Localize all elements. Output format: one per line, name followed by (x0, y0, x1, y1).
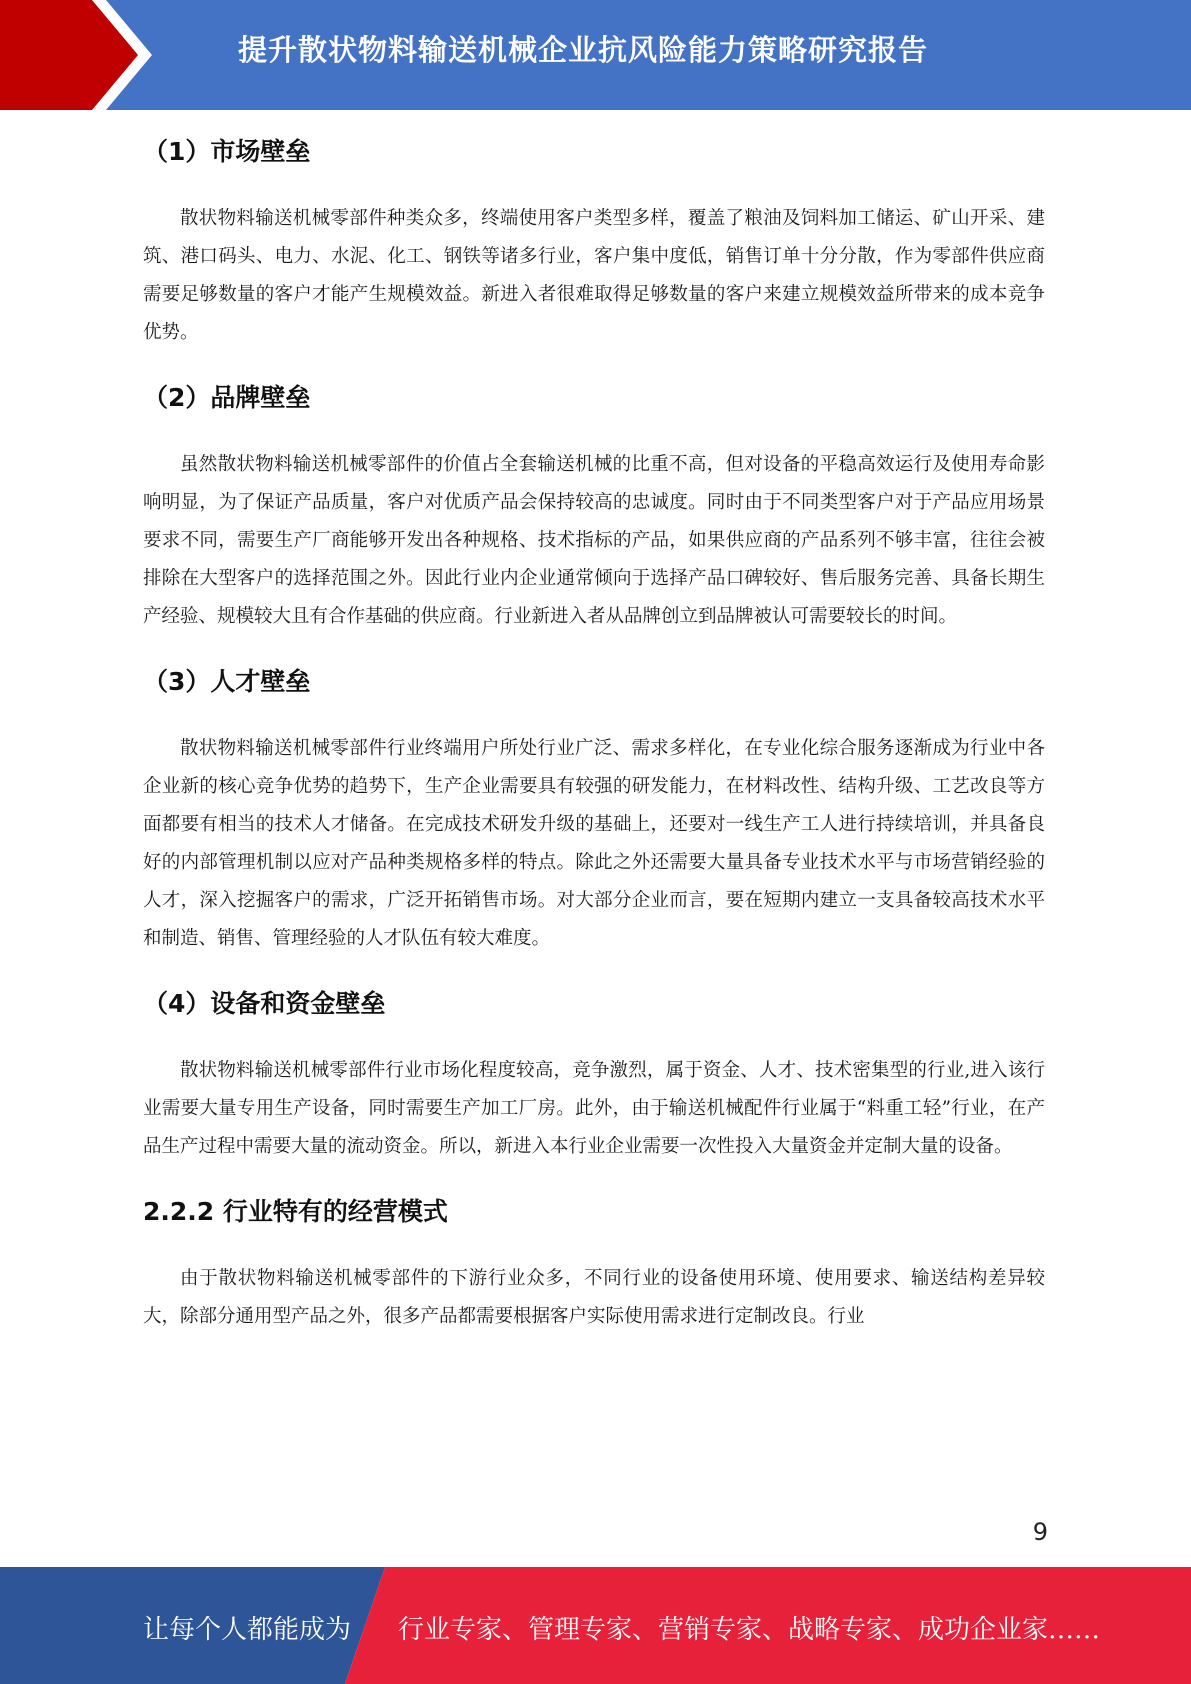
page-header (0, 0, 1191, 110)
section-heading-talent-barrier: （3）人才壁垒 (143, 667, 311, 696)
footer-slogan-right: 行业专家、管理专家、营销专家、战略专家、成功企业家…… (398, 1615, 1101, 1645)
section-heading-brand-barrier: （2）品牌壁垒 (143, 383, 311, 412)
page-number: 9 (1032, 1518, 1048, 1546)
header-red-arrow (0, 0, 148, 110)
section-paragraph: 散状物料输送机械零部件种类众多，终端使用客户类型多样，覆盖了粮油及饲料加工储运、矿山开采、建筑、港口码头、电力、水泥、化工、钢铁等诸多行业，客户集中度低，销售订单十分分散，作为零部件供应商需要足够数量的客户才能产生规模效益。新进入者很难取得足够数量的客户来建立规模效益所带来的成本竞争优势。 (143, 208, 1045, 343)
page-footer (0, 1567, 1191, 1684)
section-heading-equipment-capital-barrier: （4）设备和资金壁垒 (143, 989, 386, 1018)
footer-slogan-left: 让每个人都能成为 (143, 1615, 352, 1645)
section-heading-market-barrier: （1）市场壁垒 (143, 137, 311, 166)
subsection-paragraph: 由于散状物料输送机械零部件的下游行业众多，不同行业的设备使用环境、使用要求、输送结构差异较大，除部分通用型产品之外，很多产品都需要根据客户实际使用需求进行定制改良。行业 (143, 1268, 1045, 1327)
section-paragraph: 虽然散状物料输送机械零部件的价值占全套输送机械的比重不高，但对设备的平稳高效运行及使用寿命影响明显，为了保证产品质量，客户对优质产品会保持较高的忠诚度。同时由于不同类型客户对于产品应用场景要求不同，需要生产厂商能够开发出各种规格、技术指标的产品，如果供应商的产品系列不够丰富，往往会被排除在大型客户的选择范围之外。因此行业内企业通常倾向于选择产品口碑较好、售后服务完善、具备长期生产经验、规模较大且有合作基础的供应商。行业新进入者从品牌创立到品牌被认可需要较长的时间。 (143, 454, 1045, 627)
subsection-heading-business-model: 2.2.2 行业特有的经营模式 (143, 1197, 448, 1226)
report-title: 提升散状物料输送机械企业抗风险能力策略研究报告 (238, 33, 929, 67)
section-paragraph: 散状物料输送机械零部件行业终端用户所处行业广泛、需求多样化，在专业化综合服务逐渐成为行业中各企业新的核心竞争优势的趋势下，生产企业需要具有较强的研发能力，在材料改性、结构升级、工艺改良等方面都要有相当的技术人才储备。在完成技术研发升级的基础上，还要对一线生产工人进行持续培训，并具备良好的内部管理机制以应对产品种类规格多样的特点。除此之外还需要大量具备专业技术水平与市场营销经验的人才，深入挖掘客户的需求，广泛开拓销售市场。对大部分企业而言，要在短期内建立一支具备较高技术水平和制造、销售、管理经验的人才队伍有较大难度。 (143, 738, 1045, 949)
document-body (143, 118, 1045, 1362)
section-paragraph: 散状物料输送机械零部件行业市场化程度较高，竞争激烈，属于资金、人才、技术密集型的行业,进入该行业需要大量专用生产设备，同时需要生产加工厂房。此外，由于输送机械配件行业属于“料重工轻”行业，在产品生产过程中需要大量的流动资金。所以，新进入本行业企业需要一次性投入大量资金并定制大量的设备。 (143, 1060, 1045, 1157)
